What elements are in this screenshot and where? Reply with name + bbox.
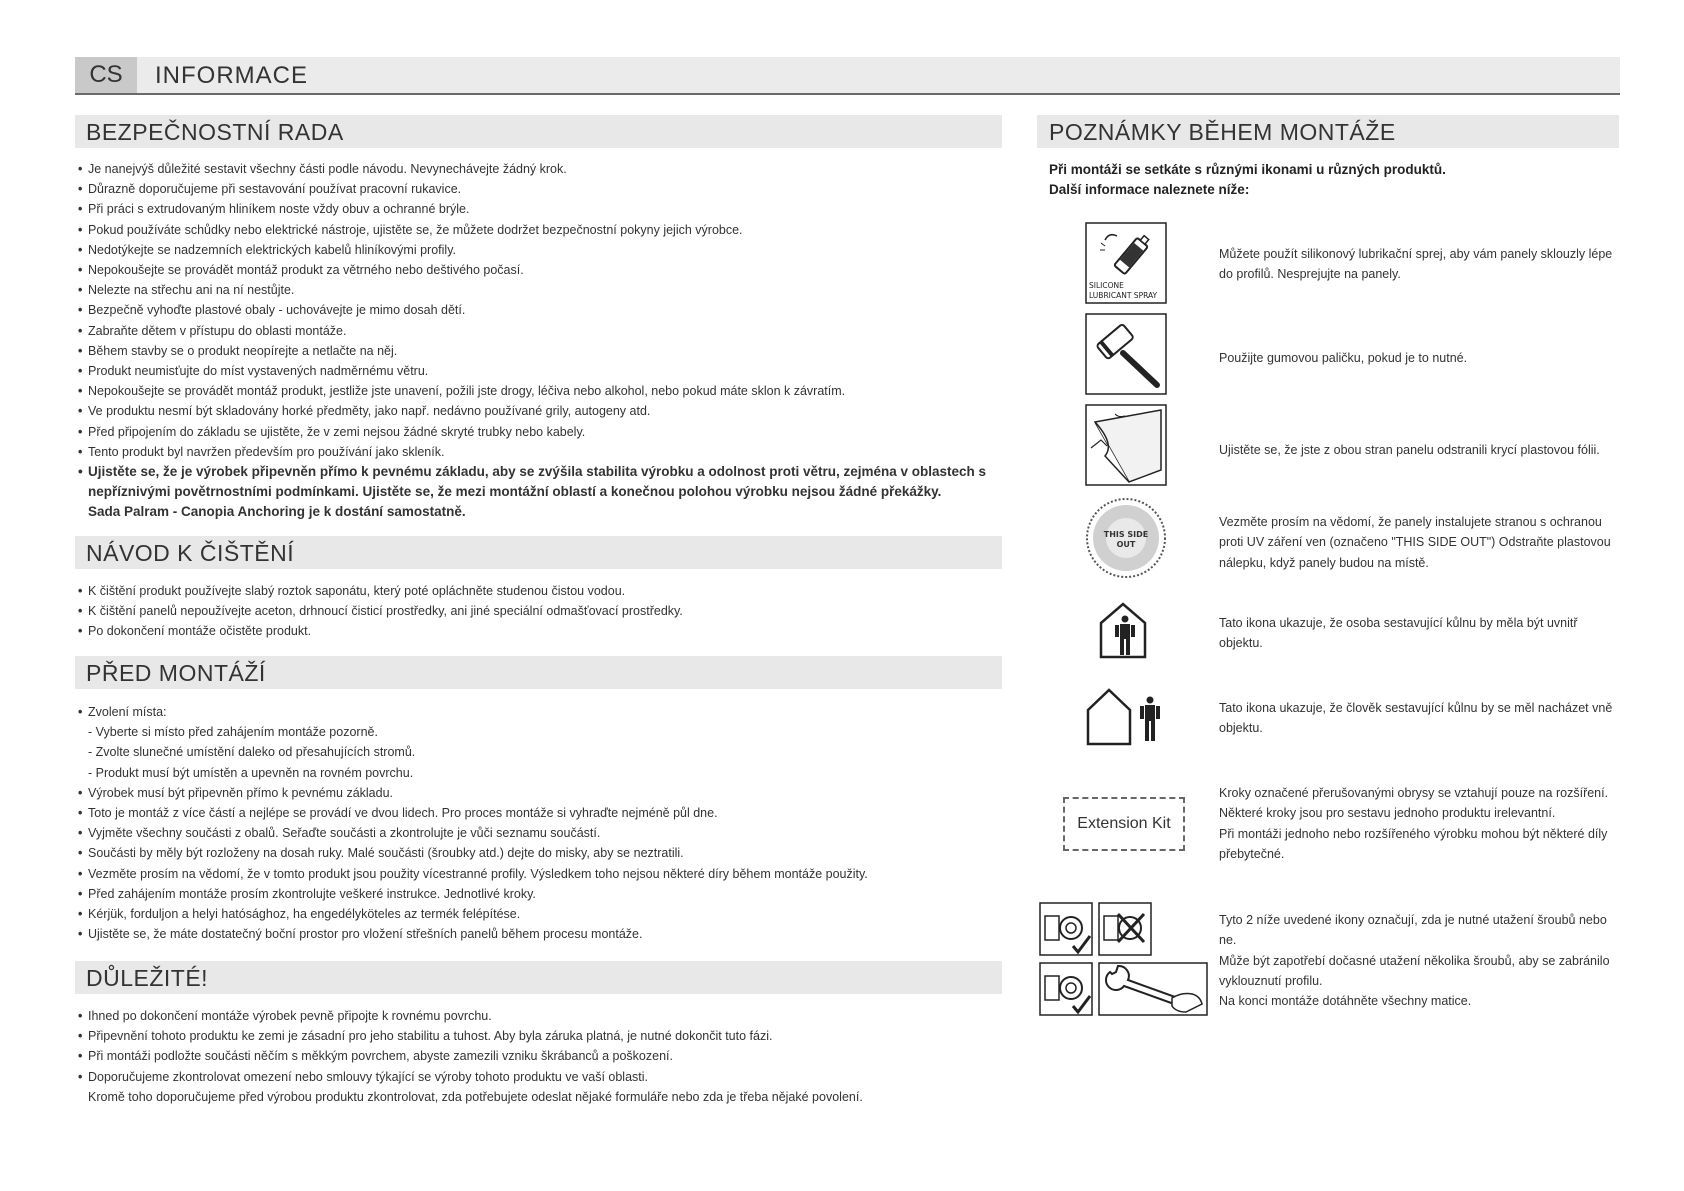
list-item: • Součásti by měly být rozloženy na dosah ruky. Malé součásti (šroubky atd.) dejte do misky, aby se neztratili. — [78, 846, 684, 861]
list-item: • Připevnění tohoto produktu ke zemi je zásadní pro jeho stabilitu a tuhost. Aby byla záruka platná, je nutné dokončit tuto fázi. — [78, 1029, 773, 1044]
notes-heading-text: POZNÁMKY BĚHEM MONTÁŽE — [1049, 119, 1396, 145]
list-item: • Nelezte na střechu ani na ní nestůjte. — [78, 283, 295, 298]
extension-note: Kroky označené přerušovanými obrysy se vztahují pouze na rozšíření. Některé kroky jsou pro sestavu jednoho produktu irelevantní. Při montáži jednoho nebo rozšířeného výrobku mohou být některé díly přebytečné. — [1219, 786, 1609, 861]
list-item: • Před připojením do základu se ujistěte, že v zemi nejsou žádné skryté trubky nebo kabely. — [78, 424, 586, 439]
list-item: • Tento produkt byl navržen především pro používání jako skleník. — [78, 444, 445, 459]
silicone-note: Můžete použít silikonový lubrikační sprej, aby vám panely sklouzly lépe do profilů. Nesprejujte na panely. — [1219, 247, 1613, 282]
list-subitem: - Vyberte si místo před zahájením montáže pozorně. — [88, 725, 378, 740]
svg-text:SILICONE: SILICONE — [1089, 281, 1124, 290]
before-list — [78, 702, 1003, 944]
list-subitem: - Produkt musí být umístěn a upevněn na rovném povrchu. — [88, 765, 414, 780]
list-item: • Před zahájením montáže prosím zkontrolujte veškeré instrukce. Jednotlivé kroky. — [78, 886, 536, 901]
list-item: • Bezpečně vyhoďte plastové obaly - uchovávejte je mimo dosah dětí. — [78, 303, 466, 318]
film-note: Ujistěte se, že jste z obou stran panelu odstranili krycí plastovou fólii. — [1219, 443, 1600, 457]
page-header-bar — [75, 57, 1620, 95]
list-item: • Zvolení místa: — [78, 705, 167, 719]
list-item: • Ve produktu nesmí být skladovány horké předměty, jako např. nedávno používané grily, autogeny atd. — [78, 404, 651, 419]
list-item: • Během stavby se o produkt neopírejte a netlačte na něj. — [78, 343, 398, 358]
side-out-note: Vezměte prosím na vědomí, že panely instalujete stranou s ochranou proti UV záření ven (označeno "THIS SIDE OUT") Odstraňte plastovou nálepku, když panely budou na místě. — [1219, 515, 1611, 570]
list-item: • Doporučujeme zkontrolovat omezení nebo smlouvy týkající se výroby tohoto produktu ve vaší oblasti. — [78, 1069, 649, 1084]
list-item: • Pokud používáte schůdky nebo elektrické nástroje, ujistěte se, že můžete dodržet bezpečnostní pokyny jejich výrobce. — [78, 222, 743, 237]
list-item: • Nepokoušejte se provádět montáž produkt za větrného nebo deštivého počasí. — [78, 263, 524, 278]
notes-heading — [1037, 115, 1619, 148]
important-heading — [75, 961, 1002, 994]
list-item: • Ihned po dokončení montáže výrobek pevně připojte k rovnému povrchu. — [78, 1009, 492, 1023]
language-code: CS — [75, 57, 137, 93]
silicone-spray-icon — [1085, 222, 1167, 309]
extension-kit-badge — [1063, 797, 1185, 851]
important-list — [78, 1006, 1003, 1107]
list-item: • Ujistěte se, že máte dostatečný boční prostor pro vložení střešních panelů během procesu montáže. — [78, 927, 643, 942]
safety-list — [78, 159, 1003, 523]
wrench-icon — [1098, 962, 1208, 1021]
important-heading-text: DŮLEŽITÉ! — [86, 965, 209, 991]
list-subitem: - Zvolte slunečné umístění daleko od přesahujících stromů. — [88, 745, 416, 760]
safety-heading — [75, 115, 1002, 148]
list-item: • Důrazně doporučujeme při sestavování používat pracovní rukavice. — [78, 182, 462, 197]
list-item: • Nedotýkejte se nadzemních elektrických kabelů hliníkovými profily. — [78, 242, 456, 257]
list-item: • Po dokončení montáže očistěte produkt. — [78, 624, 312, 639]
outside-note: Tato ikona ukazuje, že člověk sestavující kůlnu by se měl nacházet vně objektu. — [1219, 701, 1613, 736]
notes-intro-line: Při montáži se setkáte s různými ikonami u různých produktů. — [1049, 162, 1446, 177]
list-item: • K čištění panelů nepoužívejte aceton, drhnoucí čisticí prostředky, ani jiné speciální odmašťovací prostředky. — [78, 604, 683, 619]
person-inside-icon — [1098, 601, 1148, 664]
bolt-note: Tyto 2 níže uvedené ikony označují, zda je nutné utažení šroubů nebo ne. Může být zapotřebí dočasné utažení několika šroubů, aby se zabránilo vyklouznutí profilu. Na konci montáže dotáhněte všechny matice. — [1219, 913, 1610, 1009]
list-item: • Kérjük, forduljon a helyi hatósághoz, ha engedélyköteles az termék felépítése. — [78, 907, 521, 922]
cleaning-heading — [75, 536, 1002, 569]
extension-kit-label: Extension Kit — [1077, 815, 1171, 832]
list-item: • Produkt neumisťujte do míst vystavených nadměrnému větru. — [78, 364, 429, 379]
bolt-tighten-icon — [1039, 902, 1093, 961]
list-item: • Výrobek musí být připevněn přímo k pevnému základu. — [78, 785, 394, 800]
notes-intro — [1049, 160, 1609, 200]
list-item: • Toto je montáž z více částí a nejlépe se provádí ve dvou lidech. Pro proces montáže si vyhraďte nejméně půl dne. — [78, 806, 718, 821]
cleaning-heading-text: NÁVOD K ČIŠTĚNÍ — [86, 540, 295, 566]
rubber-mallet-icon — [1085, 313, 1167, 400]
bolt-final-tighten-icon — [1039, 962, 1093, 1021]
before-heading-text: PŘED MONTÁŽÍ — [86, 660, 266, 686]
person-outside-icon — [1085, 686, 1165, 751]
cleaning-list — [78, 581, 1003, 642]
list-item: • Zabraňte dětem v přístupu do oblasti montáže. — [78, 323, 347, 338]
svg-text:OUT: OUT — [1116, 540, 1136, 549]
before-heading — [75, 656, 1002, 689]
protective-film-icon — [1085, 404, 1167, 491]
this-side-out-icon — [1085, 497, 1167, 584]
page-title: INFORMACE — [155, 62, 308, 89]
safety-heading-text: BEZPEČNOSTNÍ RADA — [86, 119, 344, 145]
list-item-bold-continuation: Sada Palram - Canopia Anchoring je k dostání samostatně. — [88, 504, 466, 520]
notes-intro-line: Další informace naleznete níže: — [1049, 182, 1250, 197]
list-item: • Při práci s extrudovaným hliníkem noste vždy obuv a ochranné brýle. — [78, 202, 470, 217]
bolt-no-tighten-icon — [1098, 902, 1152, 961]
list-item: • Je nanejvýš důležité sestavit všechny části podle návodu. Nevynechávejte žádný krok. — [78, 162, 567, 176]
inside-note: Tato ikona ukazuje, že osoba sestavující kůlnu by měla být uvnitř objektu. — [1219, 616, 1578, 651]
list-item: • Nepokoušejte se provádět montáž produkt, jestliže jste unavení, požili jste drogy, léčiva nebo alkohol, nebo pokud máte sklon k závratím. — [78, 384, 846, 399]
list-item: • Vyjměte všechny součásti z obalů. Seřaďte součásti a zkontrolujte je vůči seznamu součástí. — [78, 826, 601, 841]
svg-text:THIS SIDE: THIS SIDE — [1103, 530, 1149, 539]
list-item: • Při montáži podložte součásti něčím s měkkým povrchem, abyste zamezili vzniku škrábanců a poškození. — [78, 1049, 673, 1064]
list-item: • K čištění produkt používejte slabý roztok saponátu, který poté opláchněte studenou čistou vodou. — [78, 584, 626, 598]
mallet-note: Použijte gumovou paličku, pokud je to nutné. — [1219, 351, 1468, 365]
list-item-continuation: Kromě toho doporučujeme před výrobou produktu zkontrolovat, zda potřebujete odeslat nějaké formuláře nebo zda je třeba nějaké povolení. — [88, 1089, 863, 1104]
list-item-bold: • Ujistěte se, že je výrobek připevněn přímo k pevnému základu, aby se zvýšila stabilita výrobku a odolnost proti větru, zejména v oblastech s nepříznivými povětrnostními podmínkami. Ujistěte se, že mezi montážní oblastí a konečnou polohou výrobku nejsou žádné překážky. — [78, 464, 987, 500]
svg-text:LUBRICANT SPRAY: LUBRICANT SPRAY — [1089, 291, 1158, 300]
list-item: • Vezměte prosím na vědomí, že v tomto produkt jsou použity vícestranné profily. Výsledkem toho nejsou některé díry během montáže použity. — [78, 866, 868, 881]
